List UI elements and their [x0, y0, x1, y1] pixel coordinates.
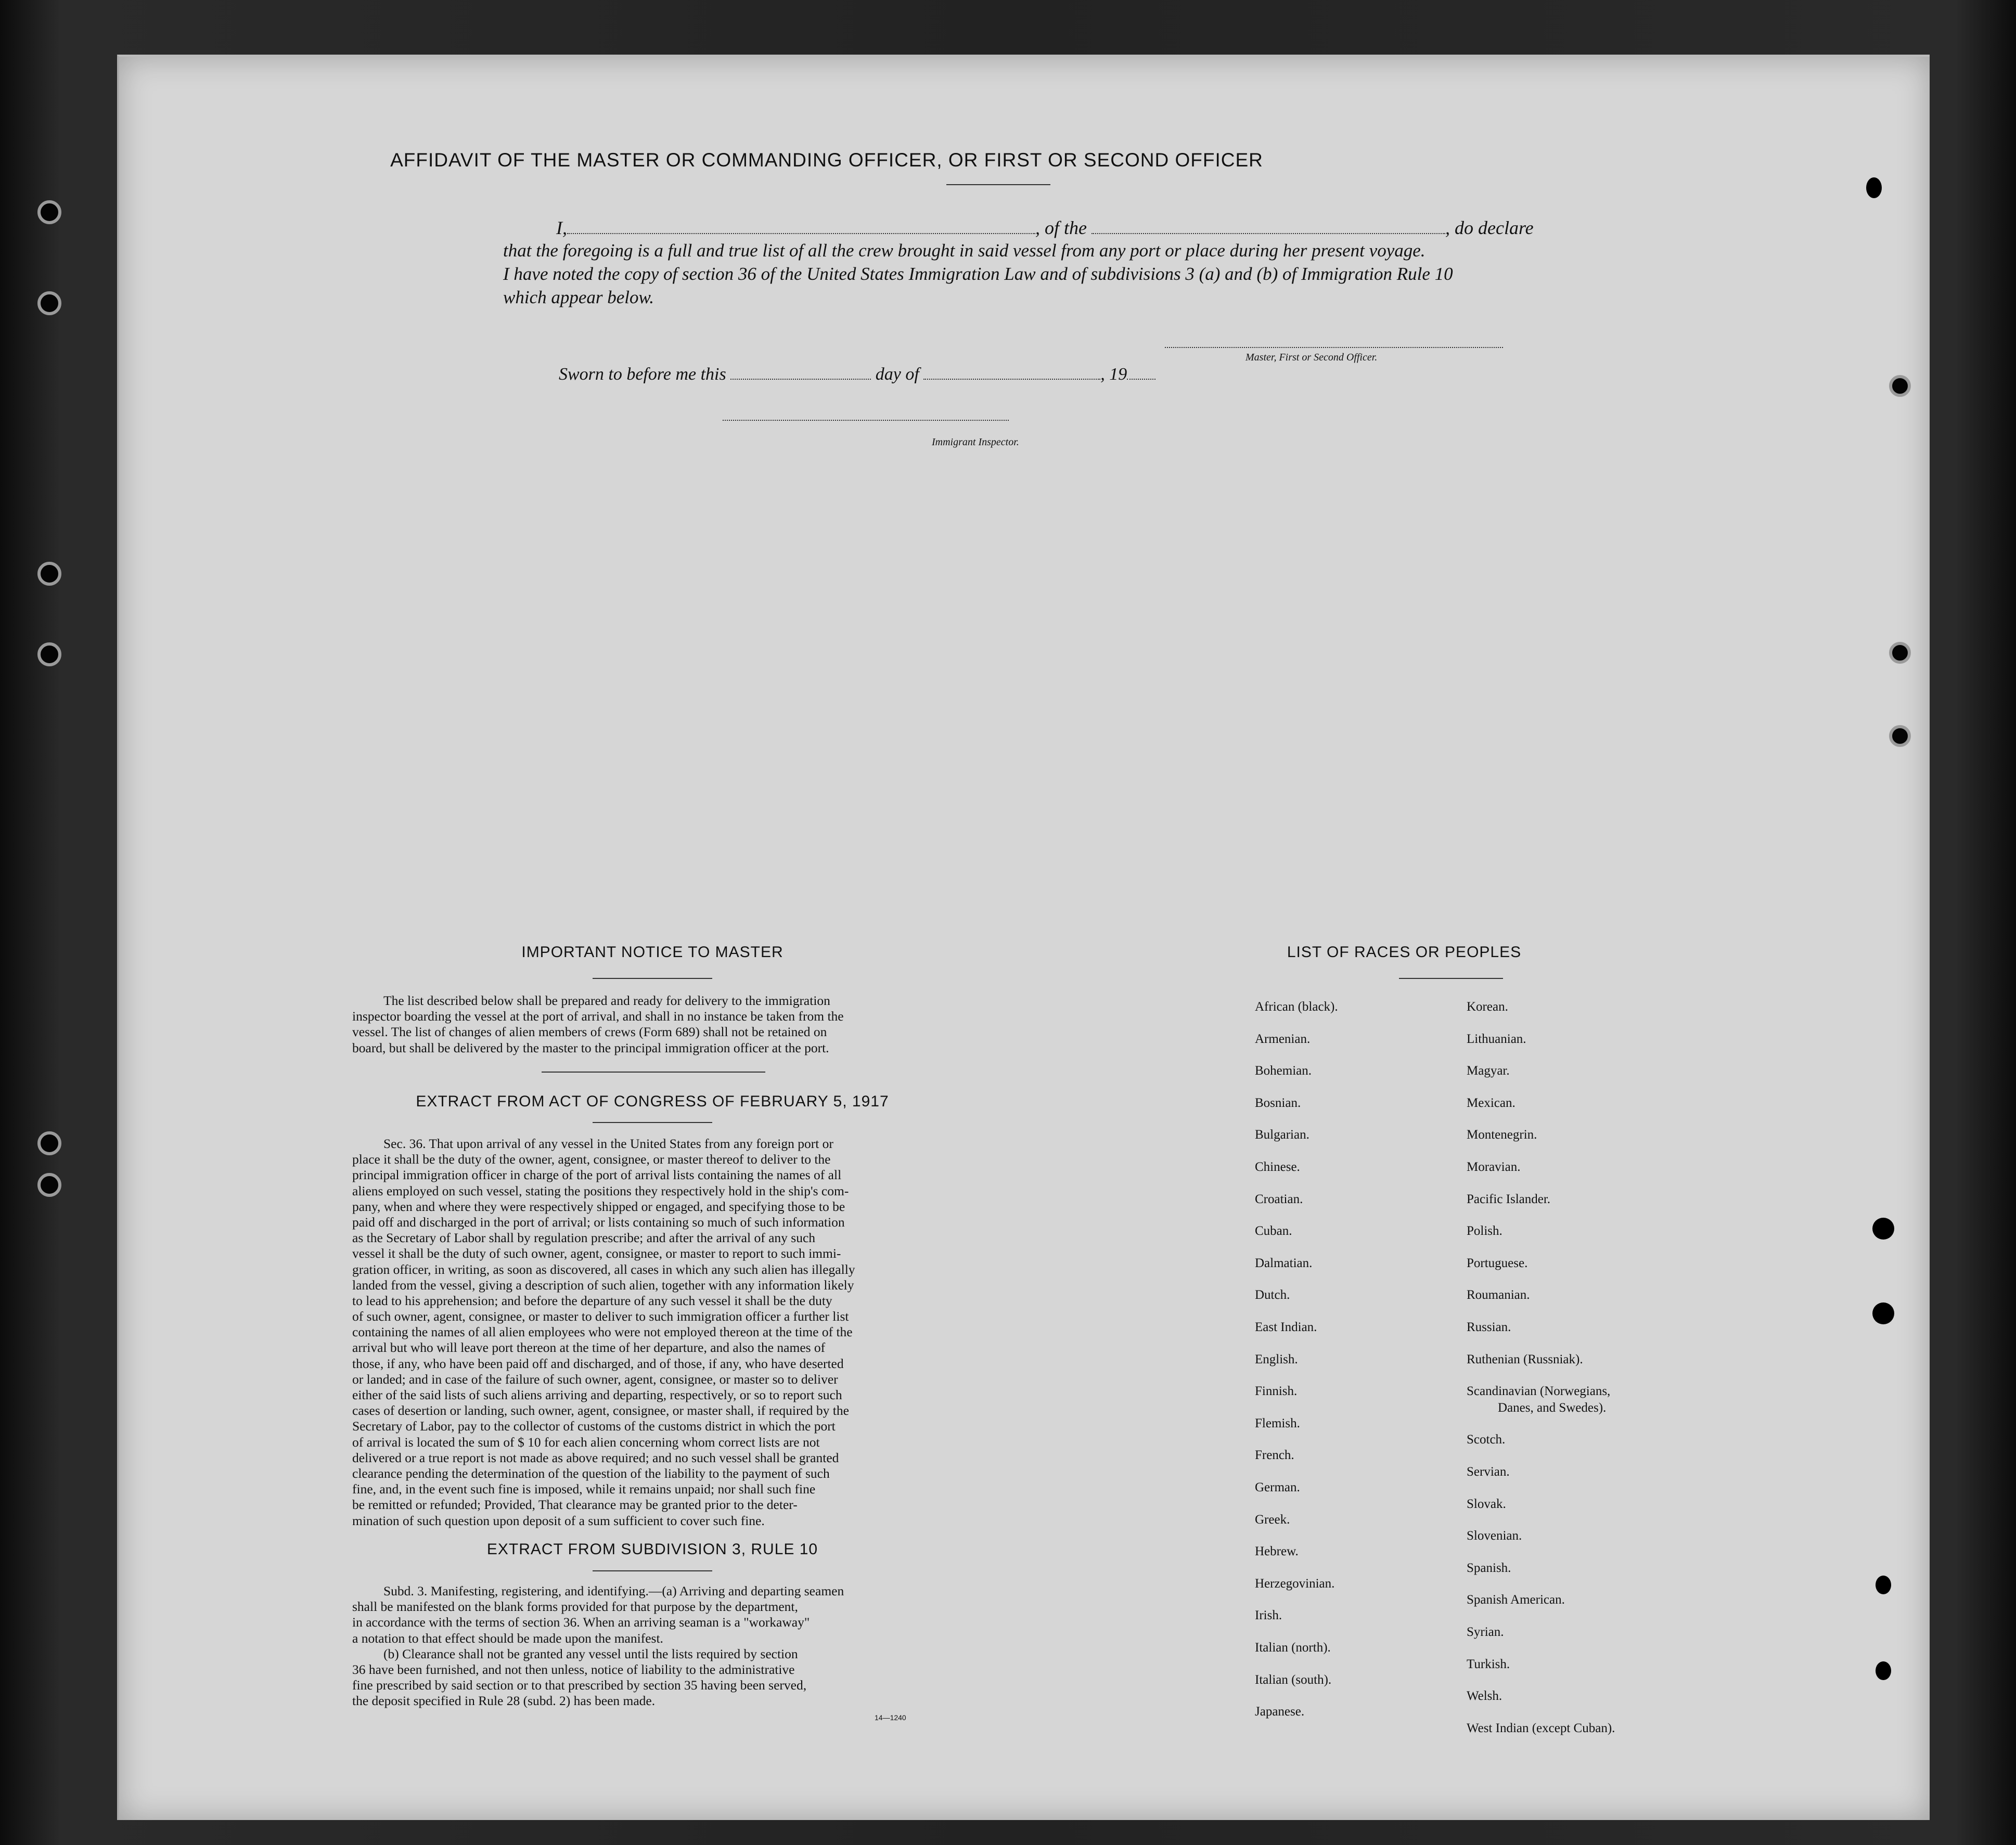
notice-rule	[593, 978, 712, 979]
race-item: Turkish.	[1467, 1657, 1510, 1671]
race-item: Bulgarian.	[1255, 1128, 1309, 1142]
race-item: Scandinavian (Norwegians,	[1467, 1384, 1611, 1399]
punch-hole	[1866, 177, 1882, 198]
text-line: place it shall be the duty of the owner, agent, consignee, or master thereof to deliver to the	[352, 1152, 831, 1167]
text-line: delivered or a true report is not made as above required; and no such vessel shall be granted	[352, 1450, 839, 1465]
race-item: Korean.	[1467, 1000, 1508, 1014]
sworn-year: , 19	[1100, 365, 1127, 384]
line1-of-the: , of the	[1035, 217, 1087, 238]
race-item: Syrian.	[1467, 1625, 1504, 1639]
affidavit-line-2: that the foregoing is a full and true list of all the crew brought in said vessel from any port or place during her present voyage.	[503, 240, 1426, 261]
text-line: of arrival is located the sum of $ 10 for each alien concerning whom correct lists are not	[352, 1434, 820, 1450]
sworn-line	[559, 365, 1155, 384]
race-item: Portuguese.	[1467, 1256, 1528, 1270]
race-item: Slovak.	[1467, 1496, 1506, 1511]
affidavit-title: AFFIDAVIT OF THE MASTER OR COMMANDING OFFICER, OR FIRST OR SECOND OFFICER	[390, 149, 1263, 171]
act-text	[352, 1136, 966, 1529]
binder-hole	[37, 200, 61, 224]
races-heading: LIST OF RACES OR PEOPLES	[1287, 944, 1522, 961]
text-line: fine prescribed by said section or to that prescribed by section 35 having been served,	[352, 1678, 807, 1693]
race-item: Roumanian.	[1467, 1288, 1530, 1302]
document-sheet	[117, 55, 1930, 1820]
race-item: West Indian (except Cuban).	[1467, 1721, 1615, 1735]
text-line: in accordance with the terms of section 36. When an arriving seaman is a "workaway"	[352, 1615, 810, 1630]
sworn-month-blank[interactable]	[923, 365, 1100, 380]
race-item: Slovenian.	[1467, 1529, 1522, 1543]
binder-hole	[37, 642, 61, 666]
text-line: be remitted or refunded; Provided, That clearance may be granted prior to the deter-	[352, 1497, 798, 1513]
form-number: 14—1240	[875, 1713, 906, 1722]
text-line: aliens employed on such vessel, stating the positions they respectively hold in the ship's com-	[352, 1183, 849, 1198]
race-item: Dalmatian.	[1255, 1256, 1313, 1270]
race-item: Italian (north).	[1255, 1641, 1331, 1655]
affidavit-line-3: I have noted the copy of section 36 of the United States Immigration Law and of subdivisions 3 (a) and (b) of Immigration Rule 10	[503, 264, 1453, 284]
punch-hole	[1876, 1661, 1891, 1680]
text-line: vessel. The list of changes of alien members of crews (Form 689) shall not be retained on	[352, 1024, 827, 1040]
race-item: Bosnian.	[1255, 1095, 1301, 1110]
races-rule	[1399, 978, 1503, 979]
text-line: clearance pending the determination of the question of the liability to the payment of such	[352, 1465, 830, 1481]
text-line: paid off and discharged in the port of arrival; or lists containing so much of such information	[352, 1214, 845, 1230]
text-line: to lead to his apprehension; and before the departure of any such vessel it shall be the duty	[352, 1293, 832, 1308]
text-line: inspector boarding the vessel at the port of arrival, and shall in no instance be taken from the	[352, 1009, 844, 1024]
text-line: fine, and, in the event such fine is imposed, while it remains unpaid; nor shall such fine	[352, 1481, 816, 1497]
officer-signature-line	[1165, 347, 1503, 348]
notice-heading: IMPORTANT NOTICE TO MASTER	[521, 944, 784, 961]
race-item: English.	[1255, 1352, 1298, 1366]
race-item: East Indian.	[1255, 1320, 1317, 1334]
affidavit-line-1	[556, 217, 1534, 239]
sworn-day-of: day of	[875, 365, 919, 384]
rule-text	[352, 1583, 966, 1709]
text-line: 36 have been furnished, and not then unless, notice of liability to the administrative	[352, 1661, 795, 1677]
vessel-blank[interactable]	[1092, 220, 1445, 234]
text-line: Secretary of Labor, pay to the collector of customs of the customs district in which the port	[352, 1418, 836, 1434]
race-item: Lithuanian.	[1467, 1031, 1526, 1046]
text-line: Subd. 3. Manifesting, registering, and identifying.—(a) Arriving and departing seamen	[383, 1583, 844, 1598]
sworn-day-blank[interactable]	[730, 365, 871, 380]
punch-hole	[1889, 725, 1911, 747]
punch-hole	[1872, 1302, 1894, 1324]
text-line: of such owner, agent, consignee, or master to deliver to such immigration officer a further list	[352, 1309, 849, 1324]
title-rule	[946, 184, 1050, 185]
race-item: Polish.	[1467, 1224, 1503, 1238]
affidavit-line-4: which appear below.	[503, 287, 654, 307]
text-line: gration officer, in writing, as soon as discovered, all cases in which any such alien has illegally	[352, 1261, 855, 1277]
text-line: shall be manifested on the blank forms provided for that purpose by the department,	[352, 1599, 798, 1615]
text-line: the deposit specified in Rule 28 (subd. 2) has been made.	[352, 1693, 656, 1709]
race-item: Chinese.	[1255, 1160, 1300, 1174]
binder-hole	[37, 562, 61, 586]
race-item: Spanish American.	[1467, 1593, 1565, 1607]
race-item: Russian.	[1467, 1320, 1511, 1334]
binder-hole	[37, 291, 61, 315]
text-line: pany, when and where they were respectively shipped or engaged, and specifying those to be	[352, 1198, 845, 1214]
text-line: those, if any, who have been paid off and discharged, and of those, if any, who have deserted	[352, 1356, 844, 1371]
text-line: cases of desertion or landing, such owner, agent, consignee, or master shall, if required by the	[352, 1403, 849, 1418]
text-line: a notation to that effect should be made upon the manifest.	[352, 1630, 663, 1646]
notice-end-rule	[542, 1072, 765, 1073]
line1-i: I,	[556, 217, 567, 238]
race-item: Irish.	[1255, 1608, 1282, 1623]
race-item: French.	[1255, 1448, 1294, 1463]
text-line: containing the names of all alien employees who were not employed thereon at the time of the	[352, 1324, 853, 1340]
binder-hole	[37, 1131, 61, 1155]
text-line: board, but shall be delivered by the master to the principal immigration officer at the port.	[352, 1040, 829, 1055]
race-item: Spanish.	[1467, 1560, 1511, 1575]
race-item: Moravian.	[1467, 1160, 1521, 1174]
text-line: as the Secretary of Labor shall by regulation prescribe; and after the arrival of any such	[352, 1230, 816, 1246]
punch-hole	[1876, 1576, 1891, 1594]
sworn-year-blank[interactable]	[1127, 365, 1155, 380]
race-item: Pacific Islander.	[1467, 1192, 1551, 1206]
binder-hole	[37, 1173, 61, 1197]
text-line: mination of such question upon deposit of a sum sufficient to cover such fine.	[352, 1513, 765, 1528]
sworn-text: Sworn to before me this	[559, 365, 726, 384]
officer-caption: Master, First or Second Officer.	[1245, 352, 1378, 363]
race-item: Bohemian.	[1255, 1064, 1312, 1078]
race-item: Ruthenian (Russniak).	[1467, 1352, 1583, 1366]
text-line: arrival but who will leave port thereon at the time of her departure, and also the names of	[352, 1340, 826, 1356]
punch-hole	[1889, 642, 1911, 664]
race-item: Scotch.	[1467, 1433, 1506, 1447]
inspector-signature-line	[723, 420, 1009, 421]
punch-hole	[1872, 1218, 1894, 1240]
text-line: principal immigration officer in charge of the port of arrival lists containing the names of all	[352, 1167, 842, 1183]
race-item: Flemish.	[1255, 1416, 1300, 1430]
race-item: Armenian.	[1255, 1031, 1311, 1046]
text-line: either of the said lists of such aliens arriving and departing, respectively, or so to report such	[352, 1387, 842, 1402]
race-item: Herzegovinian.	[1255, 1576, 1335, 1591]
race-item: Hebrew.	[1255, 1544, 1299, 1559]
race-item: Finnish.	[1255, 1384, 1298, 1399]
line1-declare: , do declare	[1445, 217, 1534, 238]
text-line: (b) Clearance shall not be granted any vessel until the lists required by section	[383, 1646, 798, 1661]
race-item: Croatian.	[1255, 1192, 1303, 1206]
race-item: Greek.	[1255, 1512, 1290, 1527]
text-line: Sec. 36. That upon arrival of any vessel in the United States from any foreign port or	[383, 1136, 833, 1151]
race-item: Danes, and Swedes).	[1498, 1400, 1607, 1415]
race-item: Italian (south).	[1255, 1672, 1332, 1687]
notice-text	[352, 993, 966, 1056]
race-item: African (black).	[1255, 1000, 1338, 1014]
race-item: Montenegrin.	[1467, 1128, 1537, 1142]
race-item: Dutch.	[1255, 1288, 1290, 1302]
inspector-caption: Immigrant Inspector.	[932, 436, 1019, 448]
act-rule	[593, 1122, 712, 1123]
race-item: Servian.	[1467, 1465, 1510, 1479]
text-line: or landed; and in case of the failure of such owner, agent, consignee, or master so to deliver	[352, 1371, 838, 1387]
name-blank[interactable]	[567, 220, 1035, 234]
race-item: German.	[1255, 1480, 1300, 1494]
race-item: Welsh.	[1467, 1689, 1503, 1704]
race-item: Japanese.	[1255, 1705, 1305, 1719]
race-item: Magyar.	[1467, 1064, 1510, 1078]
race-item: Mexican.	[1467, 1095, 1516, 1110]
text-line: The list described below shall be prepared and ready for delivery to the immigration	[383, 993, 830, 1008]
act-heading: EXTRACT FROM ACT OF CONGRESS OF FEBRUARY 5, 1917	[416, 1093, 889, 1110]
text-line: vessel it shall be the duty of such owner, agent, consignee, or master to report to such immi-	[352, 1246, 841, 1261]
rule-heading: EXTRACT FROM SUBDIVISION 3, RULE 10	[486, 1541, 818, 1558]
race-item: Cuban.	[1255, 1224, 1292, 1238]
rule-heading-rule	[593, 1570, 712, 1571]
punch-hole	[1889, 375, 1911, 397]
text-line: landed from the vessel, giving a description of such alien, together with any information likely	[352, 1277, 854, 1293]
